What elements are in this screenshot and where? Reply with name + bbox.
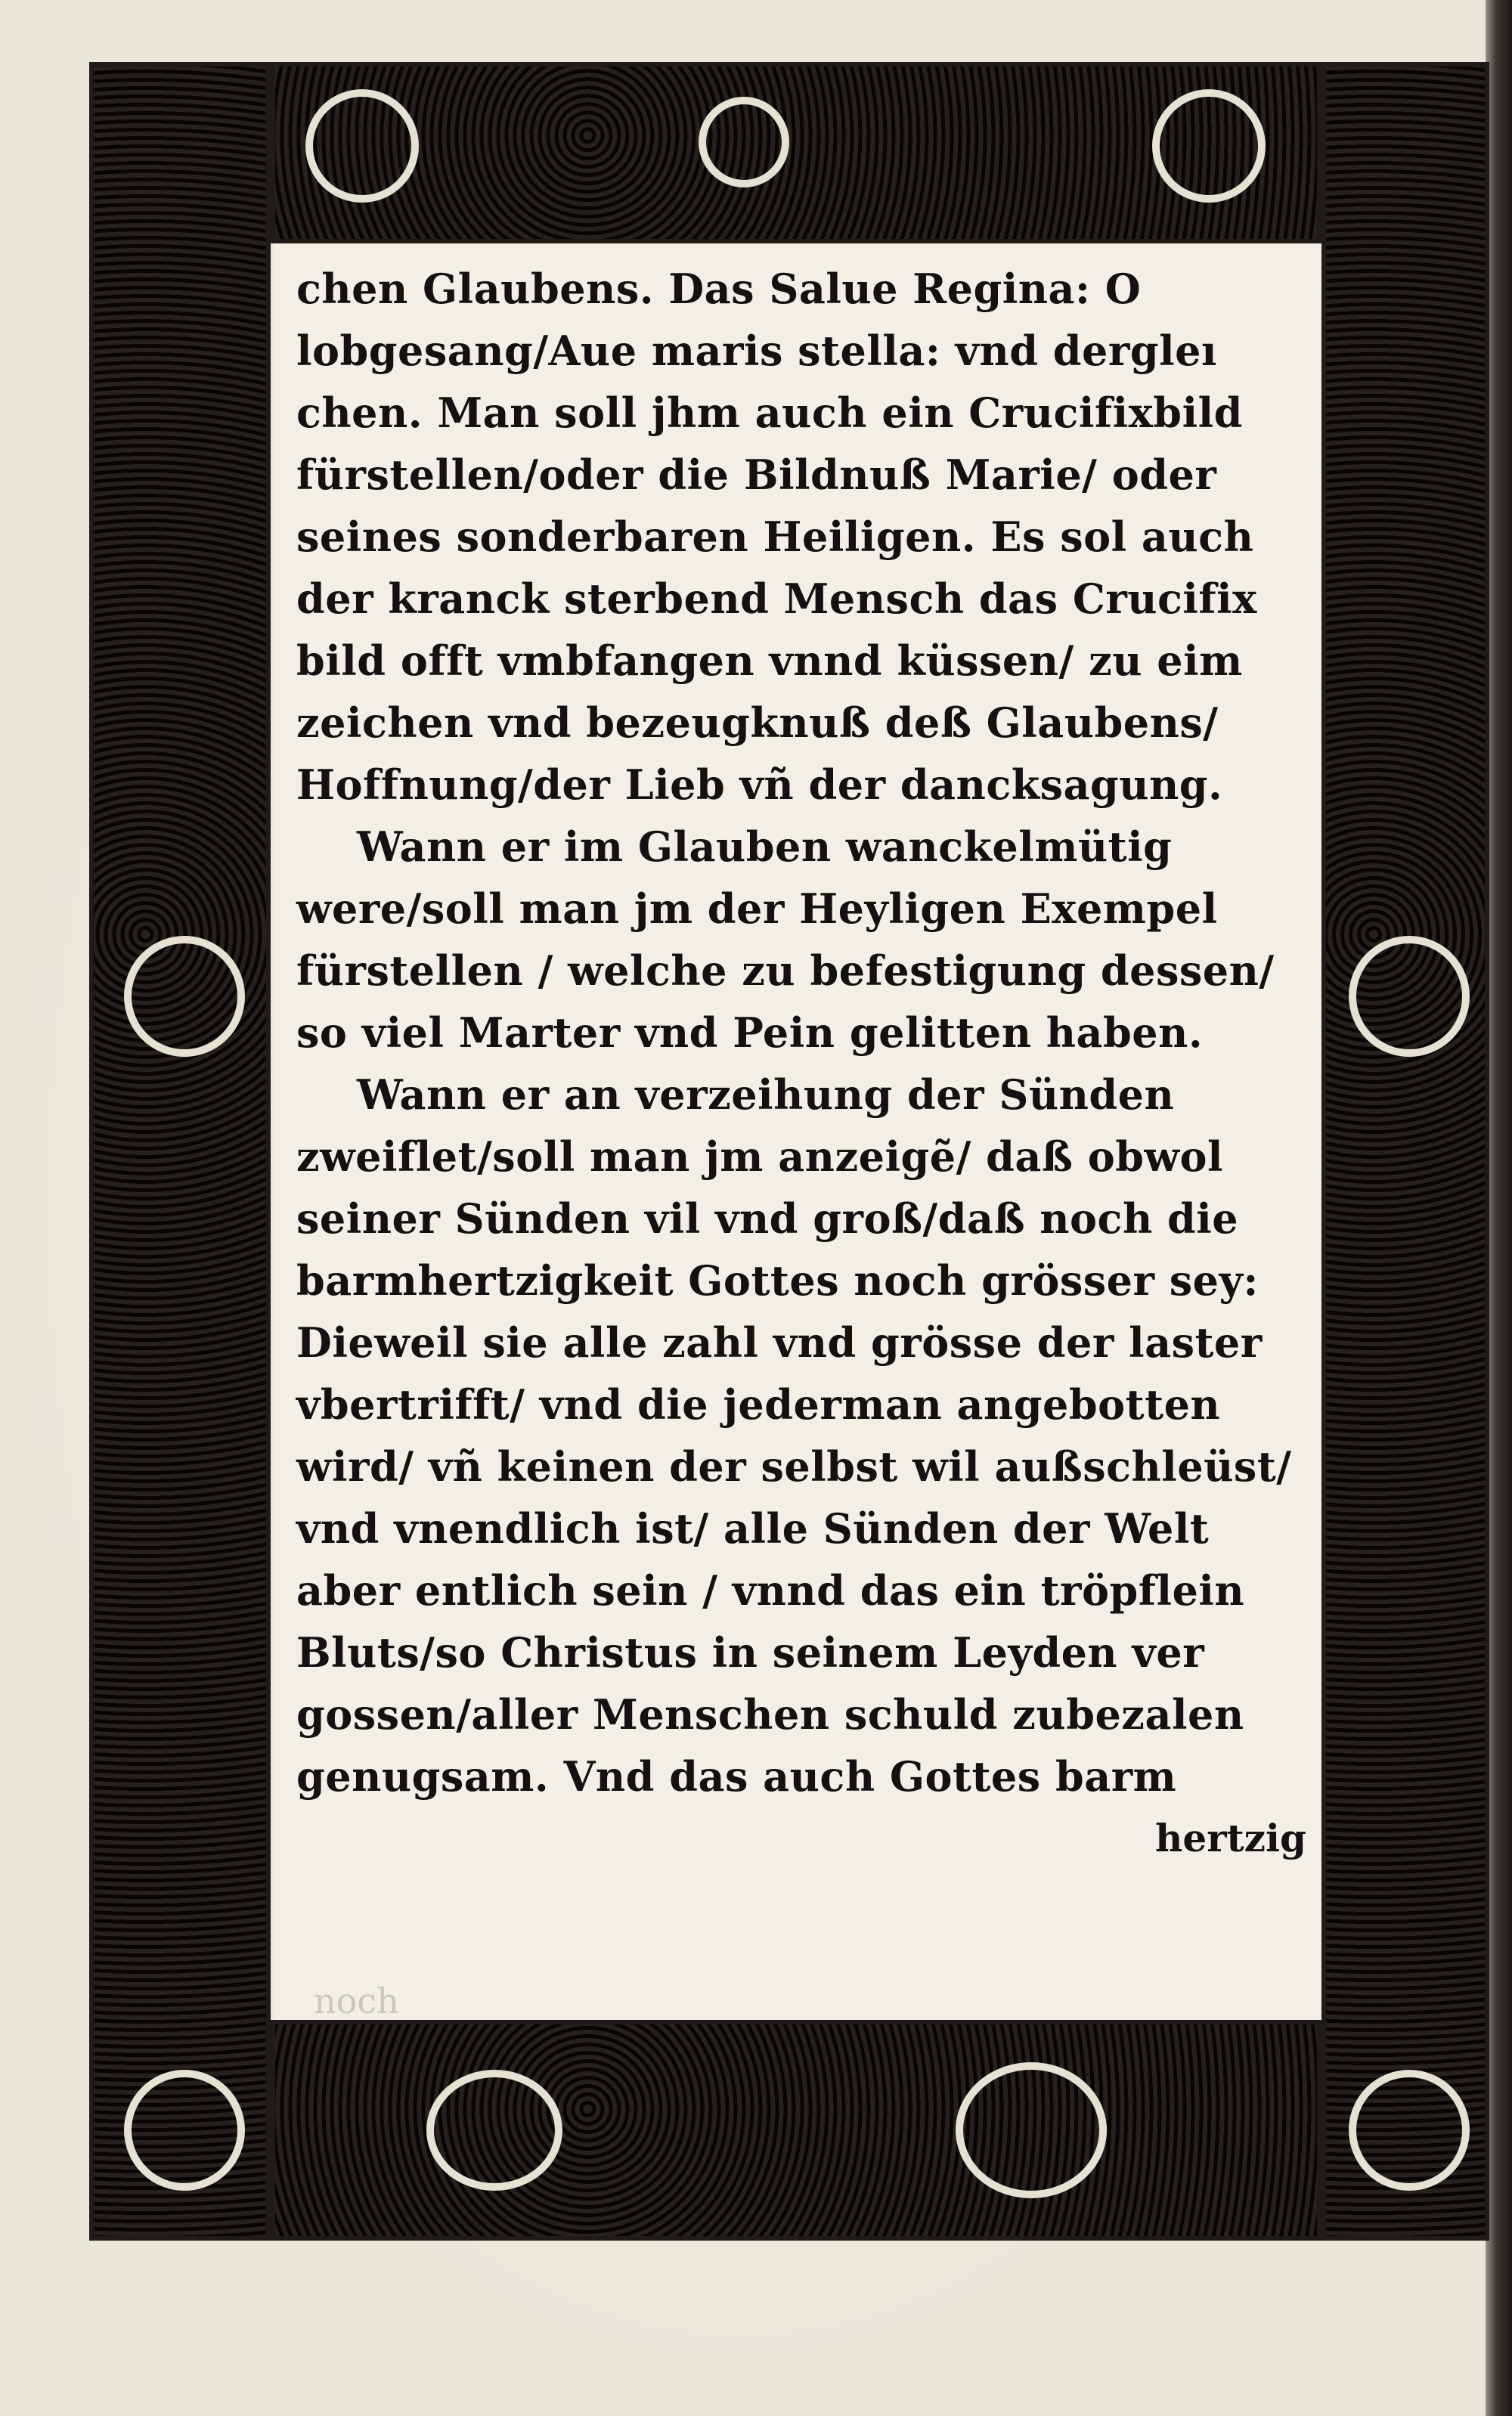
text-line: vbertrifft/ vnd die jederman angebotten bbox=[296, 1380, 1221, 1429]
ornament-band-left bbox=[89, 62, 271, 2241]
scroll-ornament-icon bbox=[1152, 89, 1266, 203]
text-line: Hoffnung/der Lieb vñ der dancksagung. bbox=[296, 760, 1223, 809]
cherub-ornament-icon bbox=[426, 2070, 562, 2191]
scroll-ornament-icon bbox=[1349, 936, 1470, 1057]
text-line: fürstellen/oder die Bildnuß Marie/ oder bbox=[296, 451, 1217, 499]
text-line: vnd vnendlich ist/ alle Sünden der Welt bbox=[296, 1504, 1210, 1553]
text-line: chen. Man soll jhm auch ein Crucifixbild bbox=[296, 389, 1243, 437]
text-block bbox=[274, 243, 1321, 2020]
text-line: Wann er im Glauben wanckelmütig bbox=[357, 822, 1173, 871]
text-line: Wann er an verzeihung der Sünden bbox=[357, 1070, 1175, 1119]
fruit-ornament-icon bbox=[699, 97, 789, 187]
ornament-band-bottom bbox=[271, 2020, 1321, 2241]
ornament-band-top bbox=[271, 62, 1321, 243]
flower-ornament-icon bbox=[124, 2070, 245, 2191]
text-line: aber entlich sein / vnnd das ein tröpflein bbox=[296, 1566, 1245, 1615]
text-line: zeichen vnd bezeugknuß deß Glaubens/ bbox=[296, 698, 1219, 747]
text-line: zweiflet/soll man jm anzeigẽ/ daß obwol bbox=[296, 1132, 1223, 1181]
text-line: chen Glaubens. Das Salue Regina: O bbox=[296, 265, 1142, 313]
scroll-ornament-icon bbox=[124, 936, 245, 1057]
text-line: lobgesang/Aue maris stella: vnd dergleı bbox=[296, 327, 1217, 375]
text-line: Dieweil sie alle zahl vnd grösse der laster bbox=[296, 1318, 1263, 1367]
flower-ornament-icon bbox=[1349, 2070, 1470, 2191]
text-line: der kranck sterbend Mensch das Crucifix bbox=[296, 575, 1257, 623]
text-line: so viel Marter vnd Pein gelitten haben. bbox=[296, 1008, 1204, 1057]
text-line: were/soll man jm der Heyligen Exempel bbox=[296, 884, 1218, 933]
text-line: Bluts/so Christus in seinem Leyden ver bbox=[296, 1628, 1205, 1677]
scroll-ornament-icon bbox=[305, 89, 419, 203]
text-line: gossen/aller Menschen schuld zubezalen bbox=[296, 1690, 1244, 1739]
binding-gutter bbox=[1486, 0, 1512, 2416]
text-line: wird/ vñ keinen der selbst wil außschleüst/ bbox=[296, 1442, 1292, 1491]
catchword: hertzig bbox=[1155, 1816, 1306, 1860]
ornament-band-right bbox=[1321, 62, 1489, 2241]
cherub-ornament-icon bbox=[956, 2062, 1107, 2198]
text-line: barmhertzigkeit Gottes noch grösser sey: bbox=[296, 1256, 1259, 1305]
text-line: fürstellen / welche zu befestigung dessen/ bbox=[296, 946, 1275, 995]
bleed-through-text: noch bbox=[314, 1981, 399, 2021]
woodcut-frame bbox=[89, 62, 1489, 2241]
text-line: seiner Sünden vil vnd groß/daß noch die bbox=[296, 1194, 1239, 1243]
text-line: genugsam. Vnd das auch Gottes barm bbox=[296, 1752, 1177, 1801]
text-line: seines sonderbaren Heiligen. Es sol auch bbox=[296, 513, 1254, 561]
text-line: bild offt vmbfangen vnnd küssen/ zu eim bbox=[296, 637, 1243, 685]
